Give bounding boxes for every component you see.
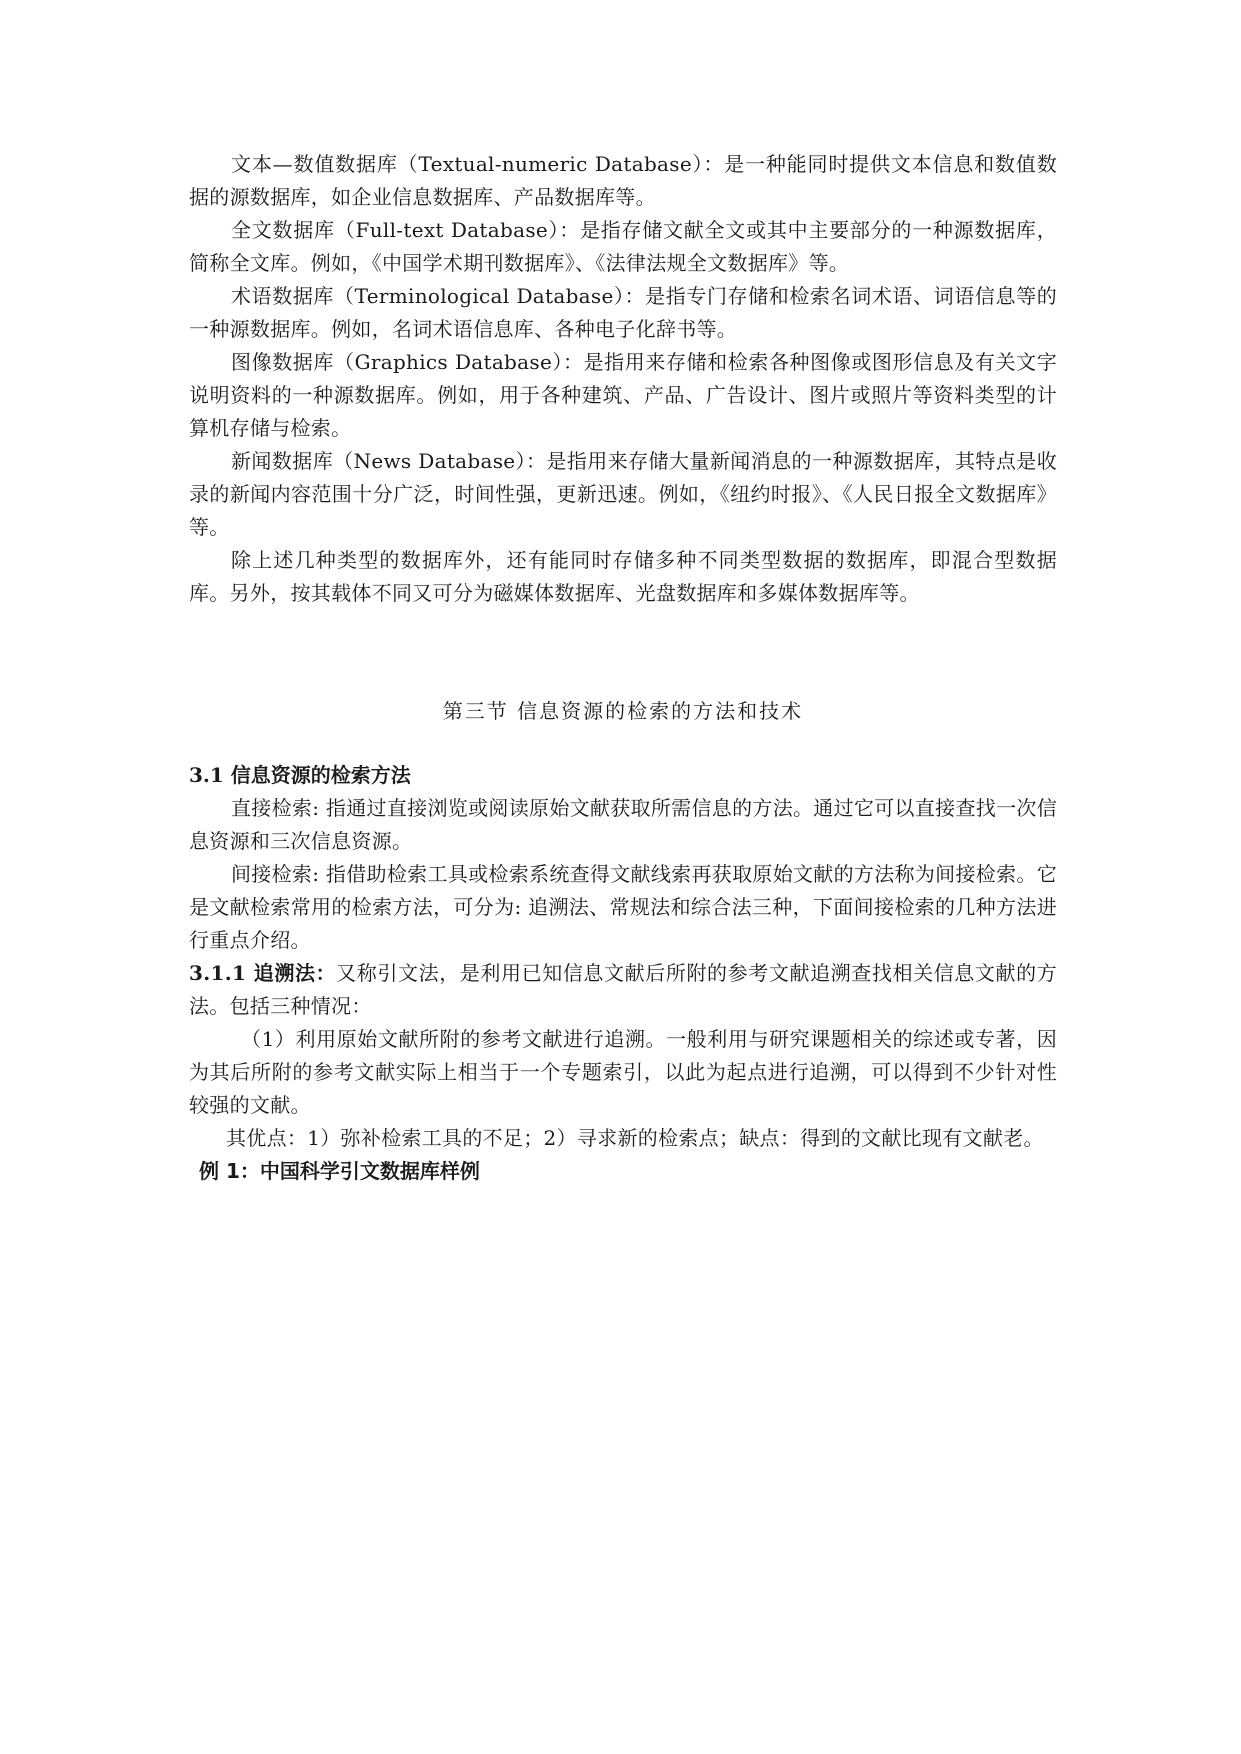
paragraph-terminological-db: 术语数据库（Terminological Database）：是指专门存储和检索名词术语、词语信息等的一种源数据库。例如，名词术语信息库、各种电子化辞书等。 (189, 284, 1057, 341)
paragraph-direct-retrieval: 直接检索: 指通过直接浏览或阅读原始文献获取所需信息的方法。通过它可以直接查找一次信息资源和三次信息资源。 (189, 796, 1057, 853)
paragraph-3-1-1 (189, 957, 1057, 1023)
section-title: 第三节 信息资源的检索的方法和技术 (442, 699, 804, 723)
paragraph-3-1-1-text: 又称引文法，是利用已知信息文献后所附的参考文献追溯查找相关信息文献的方法。包括三种情况： (189, 961, 1058, 1018)
example-1-label: 例 1：中国科学引文数据库样例 (199, 1159, 480, 1183)
paragraph-full-text-db: 全文数据库（Full-text Database）：是指存储文献全文或其中主要部分的一种源数据库，简称全文库。例如，《中国学术期刊数据库》、《法律法规全文数据库》等。 (189, 218, 1057, 275)
paragraph-news-db: 新闻数据库（News Database）：是指用来存储大量新闻消息的一种源数据库，其特点是收录的新闻内容范围十分广泛，时间性强，更新迅速。例如，《纽约时报》、《人民日报全文数据库》等。 (189, 449, 1057, 539)
heading-3-1: 3.1 信息资源的检索方法 (189, 763, 411, 787)
paragraph-textual-numeric-db: 文本—数值数据库（Textual-numeric Database）：是一种能同时提供文本信息和数值数据的源数据库，如企业信息数据库、产品数据库等。 (189, 152, 1057, 209)
paragraph-pros-cons: 其优点：1）弥补检索工具的不足；2）寻求新的检索点；缺点：得到的文献比现有文献老。 (226, 1126, 1044, 1150)
document-page (189, 148, 1057, 1188)
paragraph-graphics-db: 图像数据库（Graphics Database）：是指用来存储和检索各种图像或图形信息及有关文字说明资料的一种源数据库。例如，用于各种建筑、产品、广告设计、图片或照片等资料类型的计算机存储与检索。 (189, 350, 1057, 440)
list-item-1: （1）利用原始文献所附的参考文献进行追溯。一般利用与研究课题相关的综述或专著，因为其后所附的参考文献实际上相当于一个专题索引，以此为起点进行追溯，可以得到不少针对性较强的文献。 (189, 1027, 1057, 1117)
paragraph-mixed-db: 除上述几种类型的数据库外，还有能同时存储多种不同类型数据的数据库，即混合型数据库。另外，按其载体不同又可分为磁媒体数据库、光盘数据库和多媒体数据库等。 (189, 548, 1057, 605)
heading-3-1-1: 3.1.1 追溯法： (189, 961, 337, 985)
paragraph-indirect-retrieval: 间接检索: 指借助检索工具或检索系统查得文献线索再获取原始文献的方法称为间接检索。它是文献检索常用的检索方法，可分为: 追溯法、常规法和综合法三种，下面间接检索的几种方法进行重点介绍。 (189, 862, 1057, 952)
